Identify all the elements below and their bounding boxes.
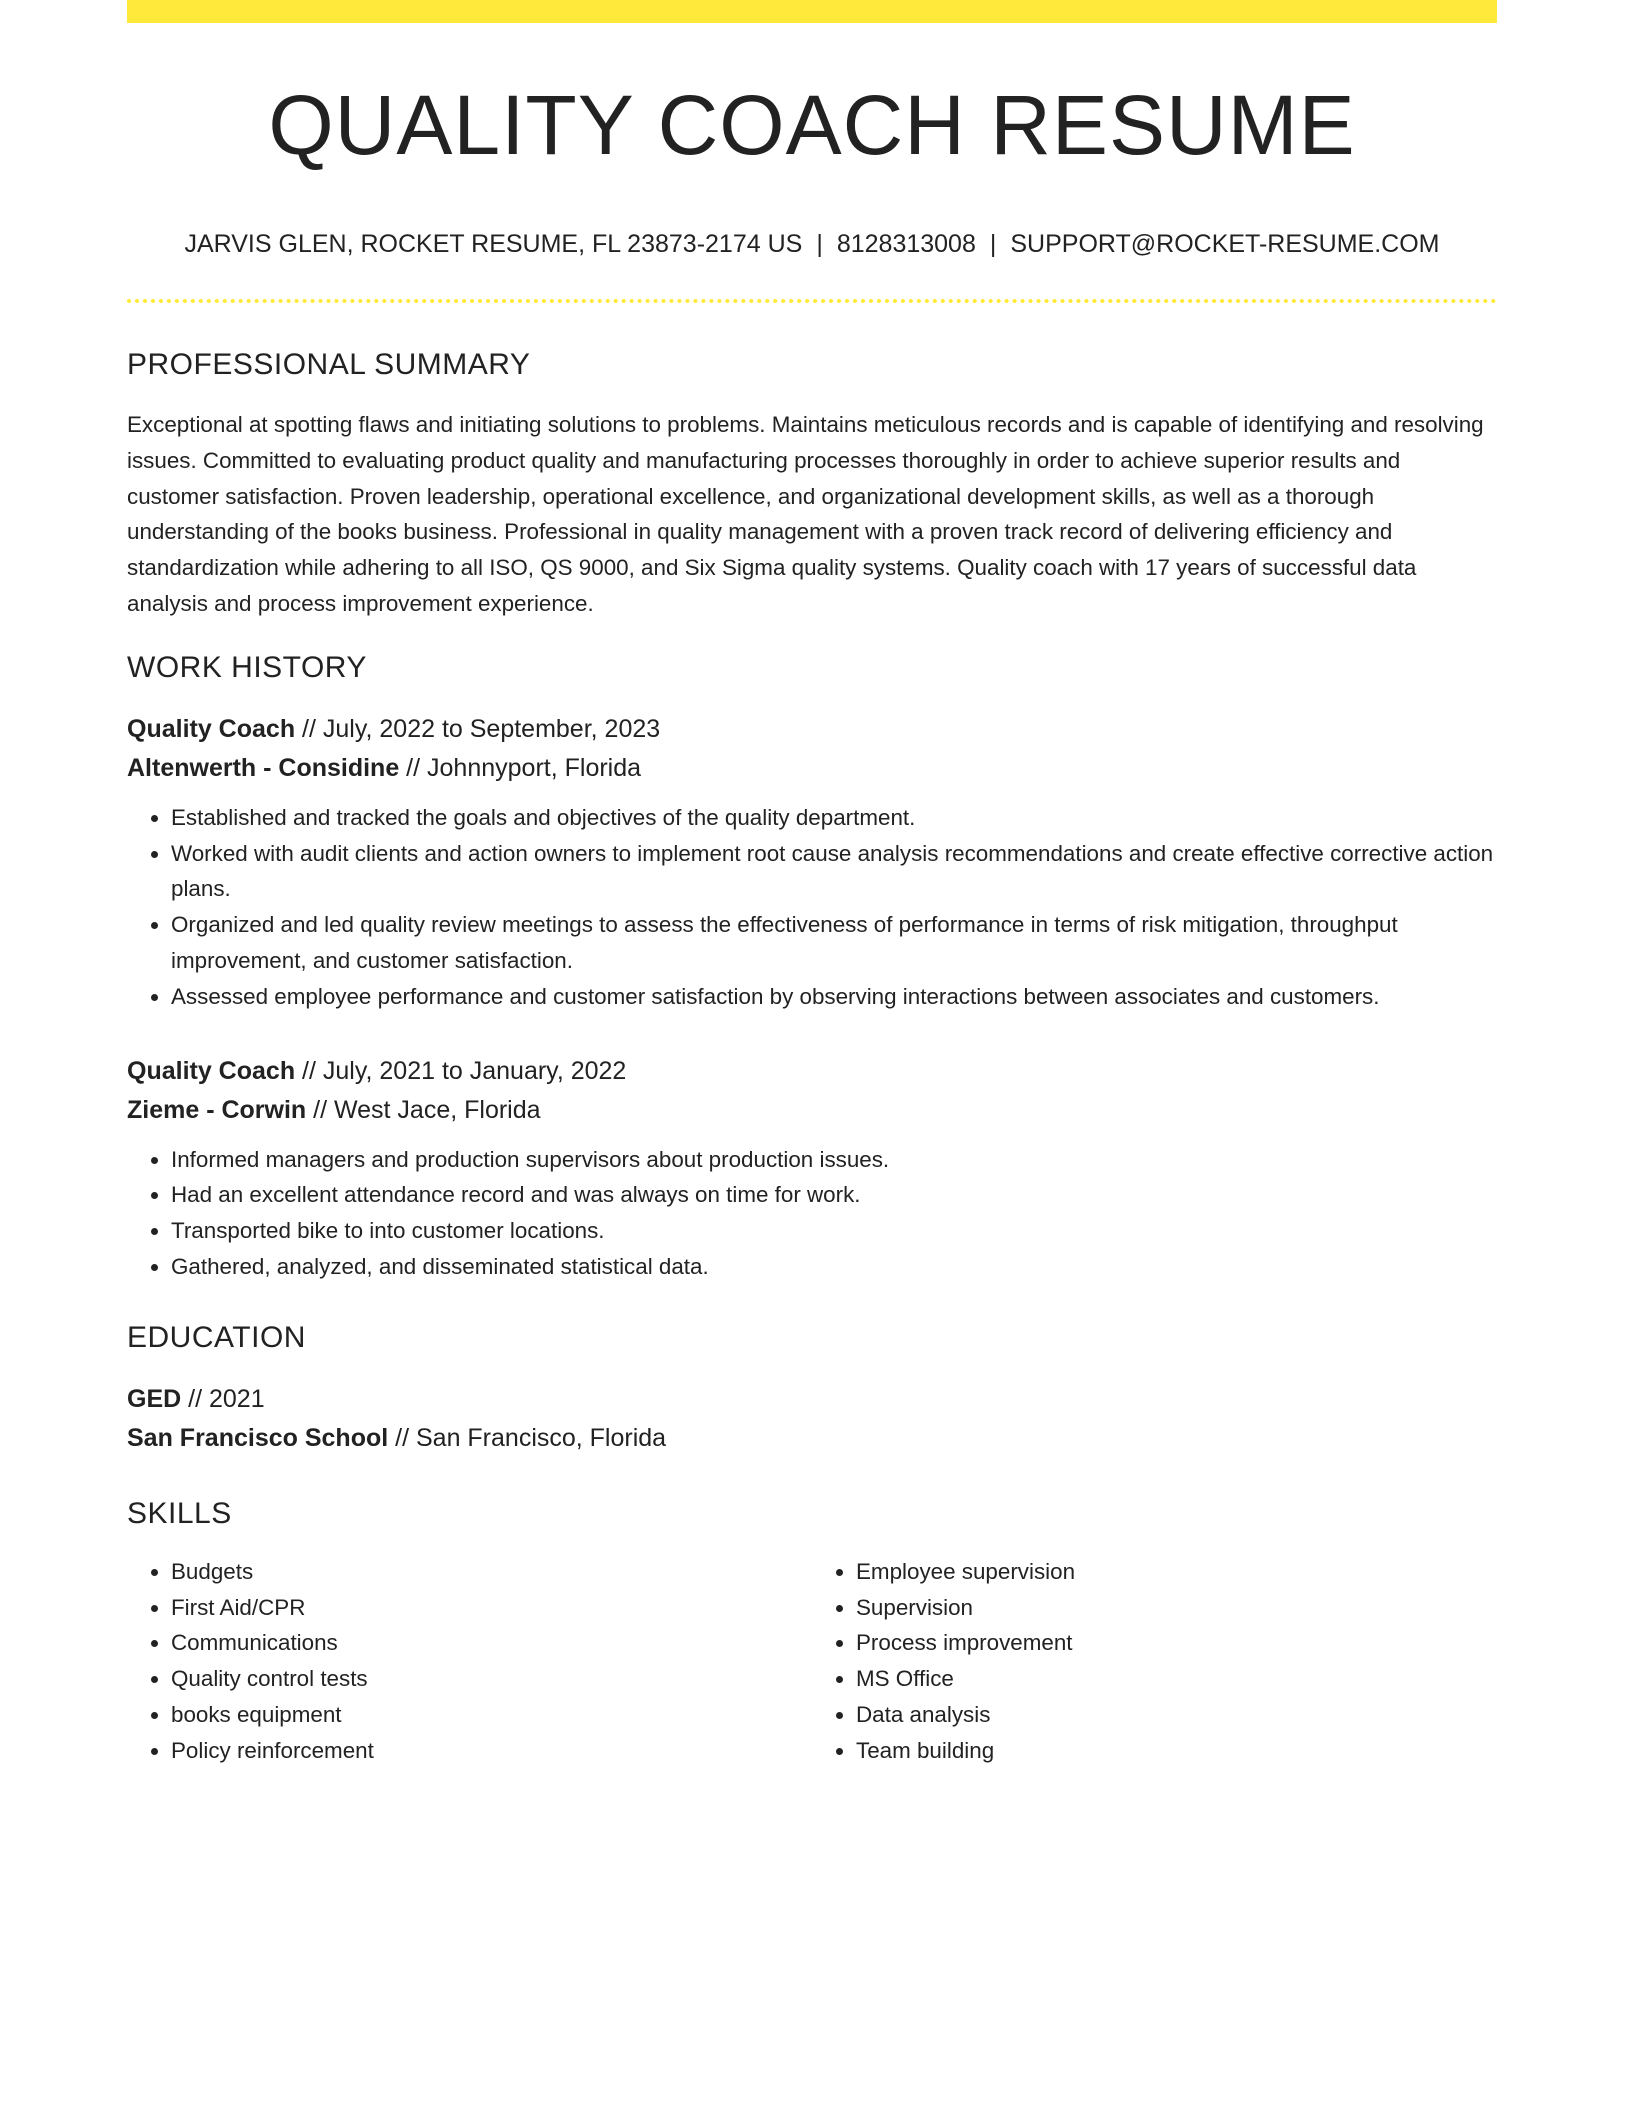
- job-divider: //: [306, 1095, 334, 1124]
- skill-item: • Employee supervision: [856, 1554, 1497, 1590]
- skill-item: • Quality control tests: [171, 1661, 812, 1697]
- job-divider: //: [295, 1056, 323, 1085]
- job-bullet-list: [127, 1142, 1497, 1285]
- job-dates: July, 2022 to September, 2023: [322, 714, 661, 743]
- edu-divider: //: [388, 1423, 416, 1452]
- job-divider: //: [399, 753, 428, 782]
- skill-item: • Policy reinforcement: [171, 1733, 812, 1769]
- job-bullet: • Transported bike to into customer locations.: [171, 1213, 1497, 1249]
- education-heading: EDUCATION: [127, 1320, 306, 1354]
- job-divider: //: [295, 714, 323, 743]
- job-bullet: • Informed managers and production supervisors about production issues.: [171, 1142, 1497, 1178]
- education-entry: [127, 1380, 1497, 1458]
- resume-title: QUALITY COACH RESUME: [268, 78, 1356, 172]
- job-bullet: • Gathered, analyzed, and disseminated statistical data.: [171, 1249, 1497, 1285]
- top-accent-bar: [127, 0, 1497, 23]
- resume-page: [127, 0, 1497, 1769]
- job-bullet: • Had an excellent attendance record and was always on time for work.: [171, 1177, 1497, 1213]
- skill-item: • Supervision: [856, 1590, 1497, 1626]
- job-company: Zieme - Corwin: [127, 1095, 307, 1124]
- job-title: Quality Coach: [127, 1056, 296, 1085]
- contact-separator: |: [989, 230, 997, 258]
- job-location: West Jace, Florida: [333, 1095, 541, 1124]
- job-location: Johnnyport, Florida: [427, 753, 642, 782]
- edu-divider: //: [181, 1384, 209, 1413]
- skills-grid: [127, 1554, 1497, 1769]
- summary-heading: PROFESSIONAL SUMMARY: [127, 348, 531, 381]
- school-name: San Francisco School: [127, 1423, 389, 1452]
- job-bullet: • Assessed employee performance and customer satisfaction by observing interactions between associates and customers.: [171, 979, 1497, 1015]
- header-divider: [127, 299, 1497, 303]
- job-company-line: [127, 1091, 1497, 1130]
- skills-heading: SKILLS: [127, 1496, 232, 1530]
- job-bullet: • Organized and led quality review meetings to assess the effectiveness of performance in terms of risk mitigation, throughput improvement, and customer satisfaction.: [171, 907, 1497, 979]
- skill-item: • Budgets: [171, 1554, 812, 1590]
- skill-item: • Team building: [856, 1733, 1497, 1769]
- skill-item: • Data analysis: [856, 1697, 1497, 1733]
- job-company: Altenwerth - Considine: [127, 753, 400, 782]
- skill-item: • Communications: [171, 1625, 812, 1661]
- degree-year: 2021: [208, 1384, 265, 1413]
- job-dates: July, 2021 to January, 2022: [322, 1056, 627, 1085]
- contact-phone: 8128313008: [836, 230, 976, 258]
- summary-text: Exceptional at spotting flaws and initiating solutions to problems. Maintains meticulous records and is capable of identifying and resolving issues. Committed to evaluating product quality and manufacturing processes thoroughly in order to achieve superior results and customer satisfaction. Proven leadership, operational excellence, and organizational development skills, as well as a thorough understanding of the books business. Professional in quality management with a proven track record of delivering efficiency and standardization while adhering to all ISO, QS 9000, and Six Sigma quality systems. Quality coach with 17 years of successful data analysis and process improvement experience.: [127, 412, 1484, 616]
- school-line: [127, 1419, 1497, 1458]
- contact-separator: |: [816, 230, 823, 258]
- skill-item: • books equipment: [171, 1697, 812, 1733]
- job-company-line: [127, 749, 1497, 788]
- job-title-line: [127, 710, 1497, 749]
- job-bullet: • Worked with audit clients and action owners to implement root cause analysis recommendations and create effective corrective action plans.: [171, 836, 1497, 908]
- job-title-line: [127, 1052, 1497, 1091]
- contact-line: [127, 229, 1497, 259]
- job-title: Quality Coach: [127, 714, 296, 743]
- contact-email: SUPPORT@ROCKET-RESUME.COM: [1010, 230, 1440, 258]
- skill-item: • MS Office: [856, 1661, 1497, 1697]
- job-bullet-list: [127, 800, 1497, 1015]
- skill-item: • Process improvement: [856, 1625, 1497, 1661]
- job-entry: [127, 710, 1497, 1015]
- degree-line: [127, 1380, 1497, 1419]
- degree: GED: [127, 1384, 182, 1413]
- contact-address: JARVIS GLEN, ROCKET RESUME, FL 23873-2174 US: [184, 230, 803, 258]
- skills-column-right: [812, 1554, 1497, 1769]
- work-history-heading: WORK HISTORY: [127, 650, 367, 684]
- job-entry: [127, 1052, 1497, 1285]
- job-bullet: • Established and tracked the goals and objectives of the quality department.: [171, 800, 1497, 836]
- school-location: San Francisco, Florida: [415, 1423, 667, 1452]
- skill-item: • First Aid/CPR: [171, 1590, 812, 1626]
- skills-column-left: [127, 1554, 812, 1769]
